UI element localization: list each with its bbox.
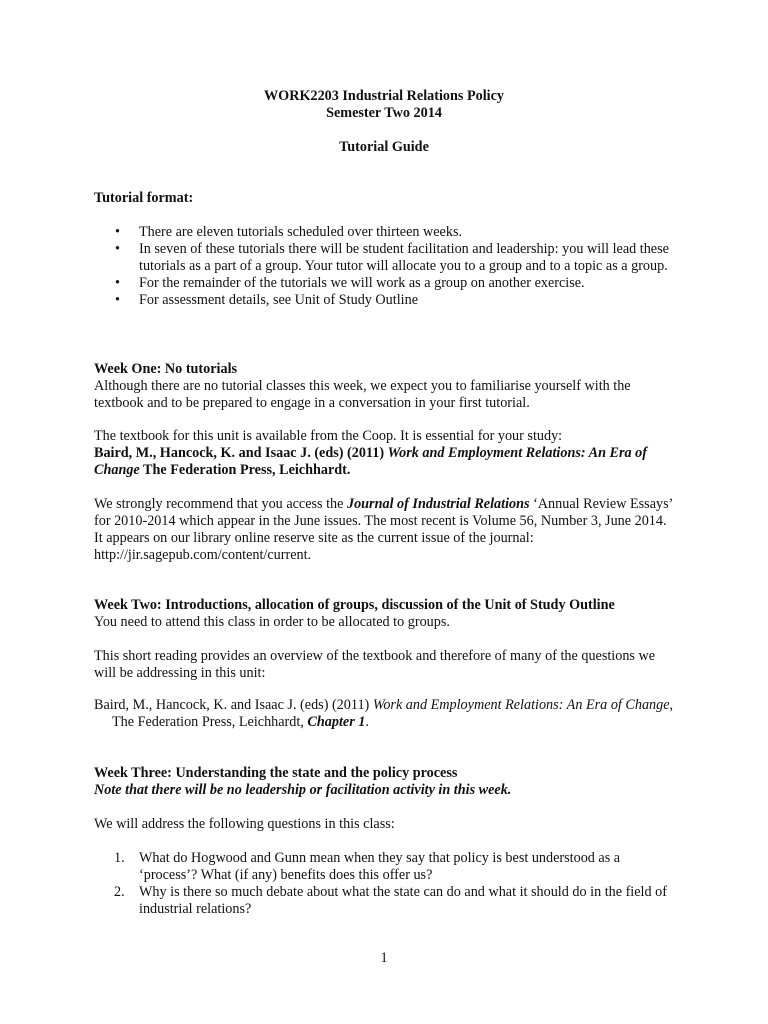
list-item: • There are eleven tutorials scheduled over thirteen weeks.	[94, 224, 674, 241]
semester-title: Semester Two 2014	[326, 105, 442, 121]
week-three-heading: Week Three: Understanding the state and the policy process	[94, 765, 458, 781]
tutorial-format-heading: Tutorial format:	[94, 190, 194, 206]
ref-authors: Baird, M., Hancock, K. and Isaac J. (eds) (2011)	[94, 697, 370, 713]
question-text: What do Hogwood and Gunn mean when they say that policy is best understood as a ‘process’? What (if any) benefits does this offer us?	[139, 850, 621, 883]
textbook-intro: The textbook for this unit is available from the Coop. It is essential for your study:	[94, 428, 563, 444]
course-title: WORK2203 Industrial Relations Policy	[263, 88, 505, 104]
ref-publisher: The Federation Press, Leichhardt.	[143, 462, 351, 478]
journal-recommendation	[94, 496, 674, 564]
question-text: Why is there so much debate about what the state can do and what it should do in the field of industrial relations?	[139, 884, 667, 917]
week-three-note: Note that there will be no leadership or facilitation activity in this week.	[94, 782, 512, 798]
list-item: • In seven of these tutorials there will be student facilitation and leadership: you will lead these tutorials as a part of a group. Your tutor will allocate you to a group and to a topic as a group.	[94, 241, 674, 275]
ref-publisher: , The Federation Press, Leichhardt,	[112, 697, 674, 730]
week-two-reference	[94, 697, 692, 731]
journal-title: Journal of Industrial Relations	[346, 496, 530, 512]
guide-title: Tutorial Guide	[339, 139, 429, 155]
rec-text-1: We strongly recommend that you access the	[94, 496, 344, 512]
week-one-heading: Week One: No tutorials	[94, 361, 238, 377]
list-item	[94, 850, 674, 884]
ref-end: .	[365, 714, 369, 730]
list-item: • For assessment details, see Unit of Study Outline	[94, 292, 674, 309]
question-number: 2.	[114, 884, 125, 900]
week-two-paragraph-1: You need to attend this class in order to be allocated to groups.	[94, 614, 450, 630]
page-number: 1	[380, 950, 388, 966]
week-two-paragraph-2: This short reading provides an overview of the textbook and therefore of many of the questions we will be addressing in this unit:	[94, 648, 656, 681]
ref-chapter: Chapter 1	[307, 714, 366, 730]
ref-authors: Baird, M., Hancock, K. and Isaac J. (eds) (2011)	[94, 445, 385, 461]
question-number: 1.	[114, 850, 125, 866]
week-three-intro: We will address the following questions in this class:	[94, 816, 395, 832]
ref-title: Work and Employment Relations: An Era of Change	[94, 445, 647, 478]
list-item: • For the remainder of the tutorials we will work as a group on another exercise.	[94, 275, 674, 292]
week-two-heading: Week Two: Introductions, allocation of groups, discussion of the Unit of Study Outline	[94, 597, 615, 613]
ref-title: Work and Employment Relations: An Era of Change	[372, 697, 670, 713]
rec-text-2: ‘Annual Review Essays’ for 2010-2014 which appear in the June issues. The most recent is Volume 56, Number 3, June 2014. It appears on our library online reserve site as the current issue of the journal: http://jir.sagepub.com/content/current.	[94, 496, 673, 563]
format-bullet-list	[94, 224, 674, 309]
question-list	[94, 850, 674, 918]
list-item	[94, 884, 674, 918]
week-one-paragraph: Although there are no tutorial classes this week, we expect you to familiarise yourself with the textbook and to be prepared to engage in a conversation in your first tutorial.	[94, 378, 631, 411]
textbook-reference	[94, 445, 674, 479]
